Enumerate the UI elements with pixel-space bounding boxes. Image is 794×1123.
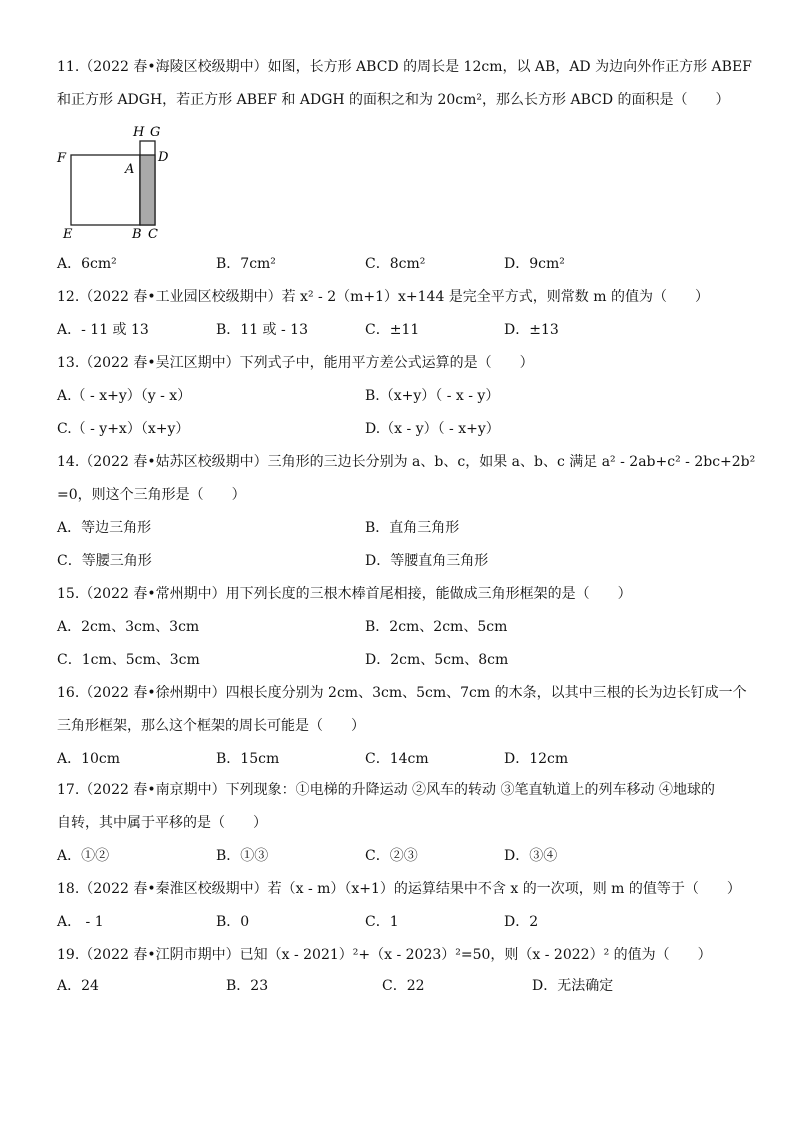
label-G: G bbox=[150, 125, 161, 140]
q17-options bbox=[57, 846, 757, 866]
option-a[interactable]: A．24 bbox=[57, 978, 99, 994]
option-d[interactable]: D．9cm² bbox=[504, 256, 565, 272]
option-d[interactable]: D．③④ bbox=[504, 848, 558, 864]
option-b[interactable]: B．0 bbox=[216, 914, 250, 930]
option-d[interactable]: D．±13 bbox=[504, 322, 559, 338]
q16-stem-line-1: 16.（2022 春•徐州期中）四根长度分别为 2cm、3cm、5cm、7cm 的木条，以其中三根的长为边长钉成一个 bbox=[57, 685, 747, 701]
label-F: F bbox=[57, 151, 67, 166]
option-d[interactable]: D．无法确定 bbox=[532, 978, 614, 994]
q11-stem-line-2: 和正方形 ADGH，若正方形 ABEF 和 ADGH 的面积之和为 20cm²，那么长方形 ABCD 的面积是（ ） bbox=[57, 92, 730, 108]
option-d[interactable]: D．2 bbox=[504, 914, 539, 930]
option-c[interactable]: C.（ - y+x）（x+y） bbox=[57, 421, 190, 437]
option-c[interactable]: C．±11 bbox=[365, 322, 420, 338]
option-b[interactable]: B．7cm² bbox=[216, 256, 276, 272]
q12-stem: 12.（2022 春•工业园区校级期中）若 x² - 2（m+1）x+144 是完全平方式，则常数 m 的值为（ ） bbox=[57, 289, 709, 305]
option-b[interactable]: B．15cm bbox=[216, 751, 280, 767]
q14-stem-line-1: 14.（2022 春•姑苏区校级期中）三角形的三边长分别为 a、b、c，如果 a、b、c 满足 a² - 2ab+c² - 2bc+2b² bbox=[57, 454, 756, 470]
q12-options bbox=[57, 320, 757, 340]
option-a[interactable]: A．①② bbox=[57, 848, 110, 864]
option-a[interactable]: A．10cm bbox=[57, 751, 121, 767]
label-H: H bbox=[133, 125, 145, 140]
q15-options-row-2 bbox=[57, 650, 757, 670]
option-b[interactable]: B．直角三角形 bbox=[365, 520, 460, 536]
q13-options-row-1 bbox=[57, 386, 757, 406]
option-b[interactable]: B．23 bbox=[226, 978, 269, 994]
q11-rectangle-squares-figure bbox=[55, 122, 185, 244]
option-c[interactable]: C．1cm、5cm、3cm bbox=[57, 652, 200, 668]
q13-stem: 13.（2022 春•吴江区期中）下列式子中，能用平方差公式运算的是（ ） bbox=[57, 355, 534, 371]
option-a[interactable]: A．等边三角形 bbox=[57, 520, 152, 536]
option-b[interactable]: B．11 或 - 13 bbox=[216, 322, 308, 338]
q13-options-row-2 bbox=[57, 419, 757, 439]
option-c[interactable]: C．8cm² bbox=[365, 256, 426, 272]
q14-options-row-1 bbox=[57, 518, 757, 538]
q15-stem: 15.（2022 春•常州期中）用下列长度的三根木棒首尾相接，能做成三角形框架的是（ ） bbox=[57, 586, 632, 602]
q17-stem-line-1: 17.（2022 春•南京期中）下列现象：①电梯的升降运动 ②风车的转动 ③笔直轨道上的列车移动 ④地球的 bbox=[57, 782, 715, 798]
option-a[interactable]: A．2cm、3cm、3cm bbox=[57, 619, 200, 635]
option-c[interactable]: C．等腰三角形 bbox=[57, 553, 152, 569]
q11-options bbox=[57, 254, 757, 274]
option-c[interactable]: C．22 bbox=[382, 978, 425, 994]
option-c[interactable]: C．1 bbox=[365, 914, 399, 930]
q15-options-row-1 bbox=[57, 617, 757, 637]
label-E: E bbox=[63, 227, 73, 242]
q14-stem-line-2: =0，则这个三角形是（ ） bbox=[57, 487, 246, 503]
option-d[interactable]: D．12cm bbox=[504, 751, 569, 767]
q11-stem-line-1: 11.（2022 春•海陵区校级期中）如图，长方形 ABCD 的周长是 12cm，以 AB，AD 为边向外作正方形 ABEF bbox=[57, 59, 752, 75]
label-D: D bbox=[158, 150, 169, 165]
option-a[interactable]: A．6cm² bbox=[57, 256, 117, 272]
option-d[interactable]: D.（x - y）（ - x+y） bbox=[365, 421, 500, 437]
q16-options bbox=[57, 749, 757, 769]
q19-options bbox=[57, 976, 757, 996]
label-A: A bbox=[125, 162, 135, 177]
option-d[interactable]: D．2cm、5cm、8cm bbox=[365, 652, 509, 668]
q18-stem: 18.（2022 春•秦淮区校级期中）若（x - m）（x+1）的运算结果中不含 x 的一次项，则 m 的值等于（ ） bbox=[57, 881, 741, 897]
q16-stem-line-2: 三角形框架，那么这个框架的周长可能是（ ） bbox=[57, 718, 365, 734]
q19-stem: 19.（2022 春•江阴市期中）已知（x - 2021）²+（x - 2023）²=50，则（x - 2022）² 的值为（ ） bbox=[57, 947, 712, 963]
option-b[interactable]: B．①③ bbox=[216, 848, 269, 864]
option-b[interactable]: B．2cm、2cm、5cm bbox=[365, 619, 508, 635]
option-a[interactable]: A． - 1 bbox=[57, 914, 104, 930]
option-c[interactable]: C．②③ bbox=[365, 848, 418, 864]
label-C: C bbox=[148, 227, 158, 242]
option-b[interactable]: B.（x+y）（ - x - y） bbox=[365, 388, 500, 404]
label-B: B bbox=[132, 227, 142, 242]
q17-stem-line-2: 自转，其中属于平移的是（ ） bbox=[57, 815, 267, 831]
q14-options-row-2 bbox=[57, 551, 757, 571]
option-c[interactable]: C．14cm bbox=[365, 751, 429, 767]
option-a[interactable]: A.（ - x+y）（y - x） bbox=[57, 388, 192, 404]
q18-options bbox=[57, 912, 757, 932]
option-a[interactable]: A．- 11 或 13 bbox=[57, 322, 149, 338]
option-d[interactable]: D．等腰直角三角形 bbox=[365, 553, 489, 569]
